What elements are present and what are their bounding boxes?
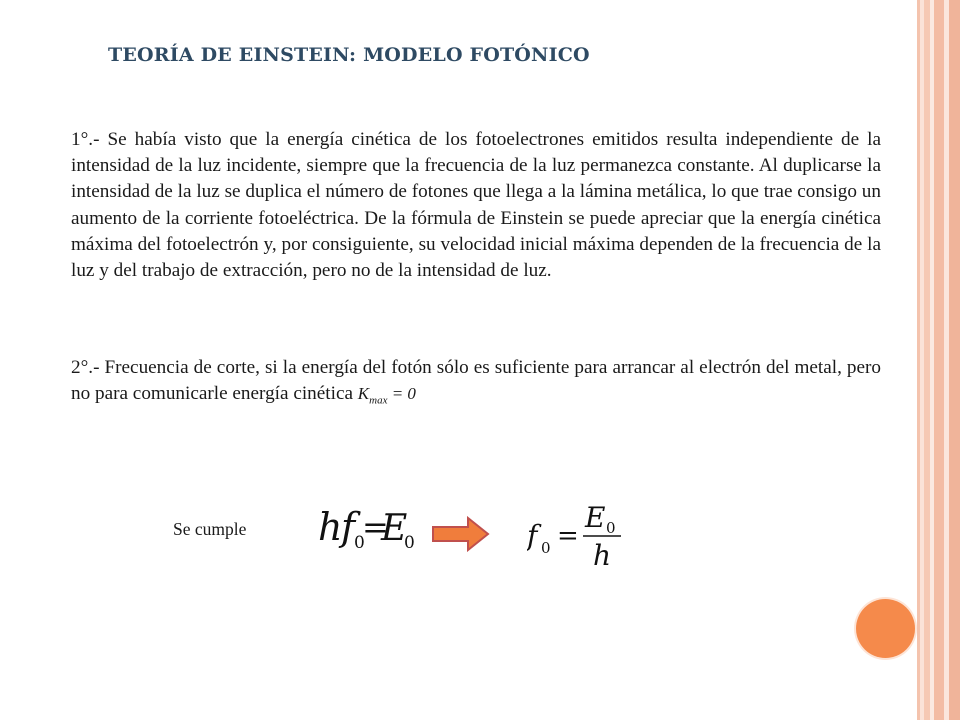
formula2-E: E <box>585 501 606 534</box>
kmax-equals: = 0 <box>387 384 416 404</box>
paragraph-2 <box>71 355 881 414</box>
formula1-h: h <box>318 505 343 549</box>
formula2-f: f <box>527 519 538 552</box>
decorative-orange-circle <box>856 599 915 658</box>
formula-hf0-equals-e0 <box>316 498 416 554</box>
formula1-f-subscript: 0 <box>354 533 365 553</box>
formula2-equals: = <box>557 521 579 551</box>
formula2-f-subscript: 0 <box>541 539 551 557</box>
right-arrow-icon <box>432 516 490 552</box>
formula-f0-equals-e0-over-h <box>527 500 627 570</box>
kmax-symbol: K <box>357 384 370 404</box>
kmax-subscript: max <box>369 394 388 407</box>
kmax-expression <box>357 384 416 407</box>
slide-title: TEORÍA DE EINSTEIN: MODELO FOTÓNICO <box>108 44 590 66</box>
formula1-equals: = <box>362 508 389 546</box>
se-cumple-label: Se cumple <box>173 519 247 539</box>
formula1-E-subscript: 0 <box>404 533 415 553</box>
paragraph-1: 1°.- Se había visto que la energía cinética de los fotoelectrones emitidos resulta independiente de la intensidad de la luz incidente, siempre que la frecuencia de la luz permanezca constante. Al duplicarse la intensidad de la luz se duplica el número de fotones que llega a la lámina metálica, lo que trae consigo un aumento de la corriente fotoeléctrica. De la fórmula de Einstein se puede apreciar que la energía cinética máxima del fotoelectrón y, por consiguiente, su velocidad inicial máxima dependen de la frecuencia de la luz y del trabajo de extracción, pero no de la intensidad de luz. <box>71 129 881 282</box>
formula2-E-subscript: 0 <box>606 519 616 537</box>
paragraph-2-text: 2°.- Frecuencia de corte, si la energía del fotón sólo es suficiente para arrancar al electrón del metal, pero no para comunicarle energía cinética <box>71 357 881 405</box>
decorative-stripe <box>949 0 960 720</box>
formula1-f: f <box>341 505 356 549</box>
formula1-E: E <box>381 508 408 549</box>
decorative-stripe <box>934 0 944 720</box>
formula2-h: h <box>593 539 612 570</box>
